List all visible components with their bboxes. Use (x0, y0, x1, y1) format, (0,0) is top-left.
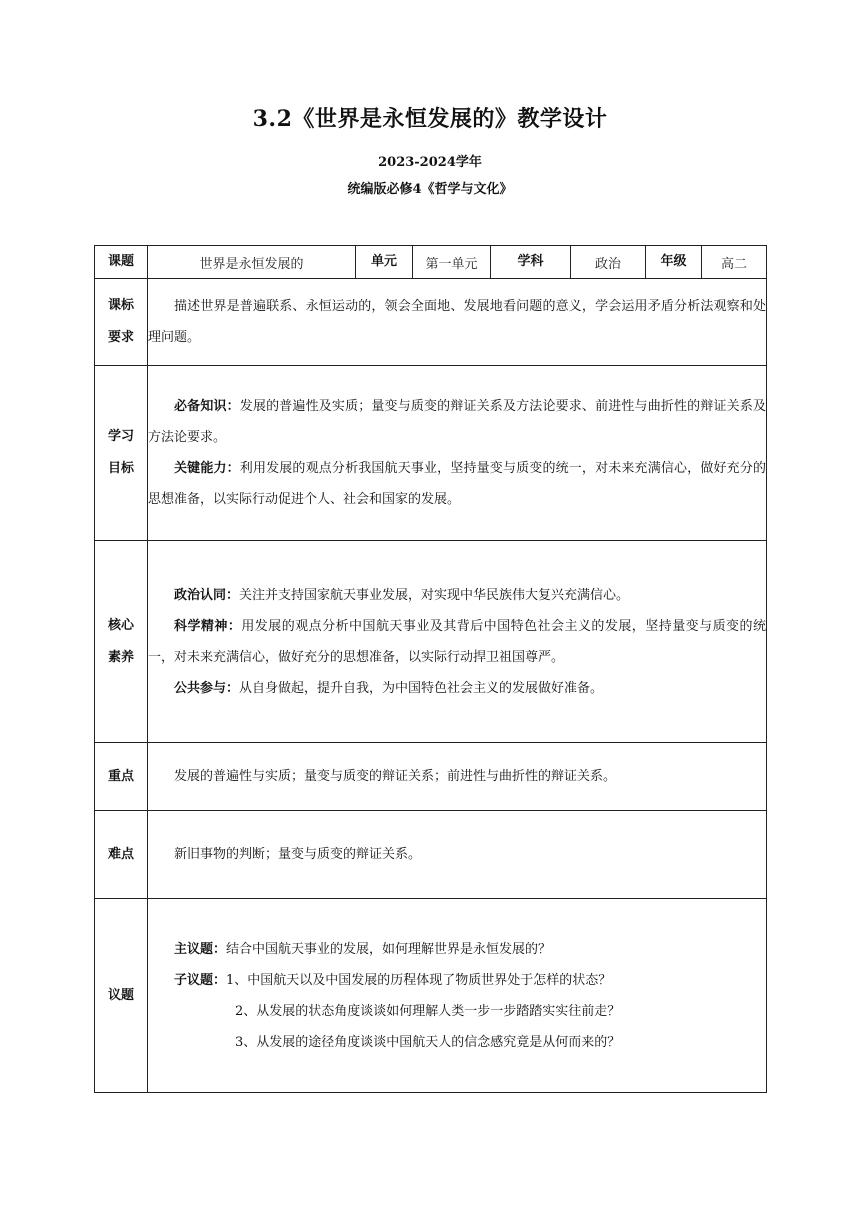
literacy-row (95, 541, 767, 743)
public-paragraph (148, 673, 766, 704)
ability-label: 关键能力： (174, 461, 240, 476)
curriculum-content (148, 279, 767, 366)
curriculum-label-line2: 要求 (107, 330, 134, 345)
objectives-row (95, 366, 767, 541)
unit-value: 第一单元 (413, 246, 491, 279)
literacy-label-line1: 核心 (107, 617, 134, 633)
curriculum-row (95, 279, 767, 366)
difficulties-text: 新旧事物的判断；量变与质变的辩证关系。 (174, 847, 422, 862)
topics-content (148, 899, 767, 1093)
objectives-label-line1: 学习 (107, 429, 134, 444)
topic-value: 世界是永恒发展的 (148, 246, 356, 279)
key-points-content (148, 743, 767, 811)
political-paragraph (148, 580, 766, 611)
document-title: 3.2《世界是永恒发展的》教学设计 (252, 106, 608, 132)
main-topic-text: 结合中国航天事业的发展，如何理解世界是永恒发展的？ (226, 941, 552, 957)
grade-label: 年级 (646, 246, 702, 279)
literacy-label-line2: 素养 (107, 649, 134, 665)
key-points-text: 发展的普遍性与实质；量变与质变的辩证关系；前进性与曲折性的辩证关系。 (174, 769, 617, 784)
science-paragraph (148, 611, 766, 673)
key-points-label: 重点 (95, 743, 148, 811)
curriculum-text: 描述世界是普遍联系、永恒运动的，领会全面地、发展地看问题的意义，学会运用矛盾分析法观察和处理问题。 (148, 299, 766, 345)
sub-topic-paragraph (148, 965, 766, 996)
topic-label: 课题 (95, 246, 148, 279)
knowledge-text: 发展的普遍性及实质；量变与质变的辩证关系及方法论要求、前进性与曲折性的辩证关系及方法论要求。 (148, 399, 766, 445)
science-label: 科学精神： (174, 618, 242, 634)
objectives-label (95, 366, 148, 541)
literacy-label (95, 541, 148, 743)
textbook-name: 统编版必修4《哲学与文化》 (347, 182, 513, 197)
public-text: 从自身做起，提升自我，为中国特色社会主义的发展做好准备。 (239, 680, 604, 696)
subject-value: 政治 (571, 246, 646, 279)
public-label: 公共参与： (174, 680, 240, 696)
main-topic-paragraph (148, 934, 766, 965)
sub-topic-3: 3、从发展的途径角度谈谈中国航天人的信念感究竟是从何而来的？ (235, 1034, 621, 1050)
science-text: 用发展的观点分析中国航天事业及其背后中国特色社会主义的发展，坚持量变与质变的统一，对未来充满信心，做好充分的思想准备，以实际行动捍卫祖国尊严。 (148, 618, 766, 665)
main-topic-label: 主议题： (174, 941, 227, 957)
topics-label: 议题 (95, 899, 148, 1093)
literacy-content (148, 541, 767, 743)
knowledge-label: 必备知识： (174, 399, 240, 414)
objectives-label-line2: 目标 (107, 461, 134, 476)
sub-topic-1: 1、中国航天以及中国发展的历程体现了物质世界处于怎样的状态？ (226, 972, 612, 988)
ability-text: 利用发展的观点分析我国航天事业，坚持量变与质变的统一，对未来充满信心，做好充分的思想准备，以实际行动促进个人、社会和国家的发展。 (148, 461, 766, 507)
ability-paragraph (148, 453, 766, 515)
lesson-plan-table (94, 245, 767, 1093)
curriculum-label (95, 279, 148, 366)
sub-topic-2: 2、从发展的状态角度谈谈如何理解人类一步一步踏踏实实往前走？ (235, 1003, 621, 1019)
info-row (95, 246, 767, 279)
political-label: 政治认同： (174, 587, 240, 603)
difficulties-label: 难点 (95, 811, 148, 899)
knowledge-paragraph (148, 391, 766, 453)
political-text: 关注并支持国家航天事业发展，对实现中华民族伟大复兴充满信心。 (239, 587, 630, 603)
objectives-content (148, 366, 767, 541)
difficulties-row (95, 811, 767, 899)
school-year: 2023-2024学年 (378, 155, 482, 170)
key-points-row (95, 743, 767, 811)
difficulties-content (148, 811, 767, 899)
curriculum-label-line1: 课标 (107, 298, 134, 313)
subject-label: 学科 (491, 246, 571, 279)
sub-topic-label: 子议题： (174, 972, 227, 988)
grade-value: 高二 (702, 246, 767, 279)
unit-label: 单元 (356, 246, 413, 279)
topics-row (95, 899, 767, 1093)
